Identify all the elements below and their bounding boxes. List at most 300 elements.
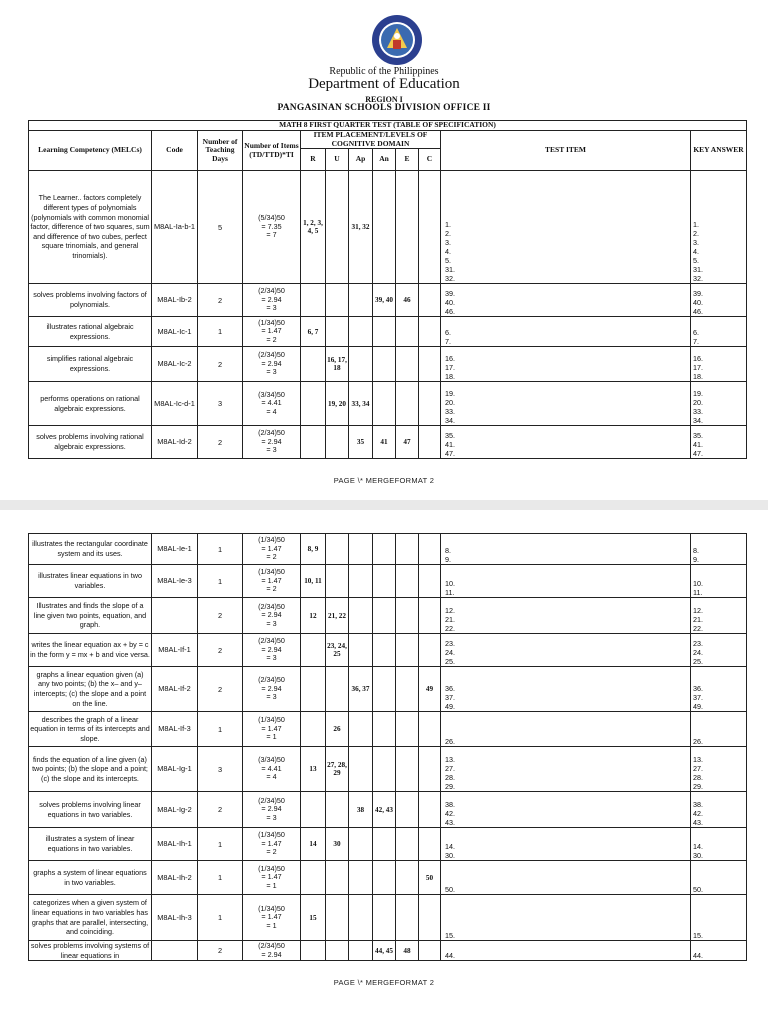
region-line: REGION I bbox=[365, 95, 403, 104]
items-cell bbox=[243, 598, 301, 634]
level-u-cell bbox=[326, 534, 349, 565]
test-item-cell bbox=[441, 941, 691, 961]
key-answer-number: 34. bbox=[693, 416, 703, 425]
level-r-cell: 14 bbox=[301, 828, 326, 861]
test-item-number: 49. bbox=[445, 702, 455, 711]
level-u-cell bbox=[326, 426, 349, 459]
level-e-cell bbox=[396, 347, 419, 382]
items-cell bbox=[243, 347, 301, 382]
level-e-cell: 47 bbox=[396, 426, 419, 459]
level-e-cell bbox=[396, 861, 419, 895]
code-cell: M8AL-Id-2 bbox=[152, 426, 198, 459]
competency-cell: categorizes when a given system of linear equations in two variables has graphs that are parallel, intersecting, and coinciding. bbox=[29, 895, 152, 941]
key-answer-number: 11. bbox=[693, 588, 703, 597]
key-answer-number: 39. bbox=[693, 289, 703, 298]
level-ap-cell bbox=[349, 534, 373, 565]
level-e-cell bbox=[396, 792, 419, 828]
level-r-cell bbox=[301, 861, 326, 895]
items-cell bbox=[243, 712, 301, 747]
level-an-cell bbox=[373, 895, 396, 941]
level-ap-cell bbox=[349, 565, 373, 598]
test-item-cell bbox=[441, 565, 691, 598]
test-item-cell bbox=[441, 347, 691, 382]
test-item-cell bbox=[441, 634, 691, 667]
level-e-cell bbox=[396, 317, 419, 347]
items-line: (2/34)50 bbox=[258, 795, 285, 805]
level-ap-cell: 36, 37 bbox=[349, 667, 373, 712]
days-cell: 2 bbox=[198, 634, 243, 667]
competency-cell: simplifies rational algebraic expressions. bbox=[29, 347, 152, 382]
key-answer-number: 14. bbox=[693, 842, 703, 851]
level-an-cell bbox=[373, 667, 396, 712]
level-u-cell bbox=[326, 667, 349, 712]
key-answer-number: 40. bbox=[693, 298, 703, 307]
test-item-number: 15. bbox=[445, 931, 455, 940]
items-line: = 1.47 bbox=[261, 575, 282, 585]
items-line: = 7 bbox=[266, 230, 277, 240]
table-row bbox=[29, 347, 747, 382]
key-answer-number: 22. bbox=[693, 624, 703, 633]
days-cell: 2 bbox=[198, 667, 243, 712]
items-line: (1/34)50 bbox=[258, 830, 285, 840]
code-cell bbox=[152, 598, 198, 634]
items-line: = 2 bbox=[266, 552, 277, 562]
level-e-cell bbox=[396, 895, 419, 941]
test-item-cell bbox=[441, 828, 691, 861]
test-item-number: 9. bbox=[445, 555, 451, 564]
key-answer-number: 4. bbox=[693, 247, 699, 256]
items-line: = 2 bbox=[266, 584, 277, 594]
key-answer-number: 12. bbox=[693, 606, 703, 615]
test-item-number: 27. bbox=[445, 764, 455, 773]
key-answer-number: 7. bbox=[693, 337, 699, 346]
days-cell: 1 bbox=[198, 565, 243, 598]
test-item-number: 12. bbox=[445, 606, 455, 615]
key-answer-number: 35. bbox=[693, 431, 703, 440]
key-answer-number: 36. bbox=[693, 684, 703, 693]
key-answer-number: 19. bbox=[693, 389, 703, 398]
level-e-cell bbox=[396, 712, 419, 747]
level-u-cell: 21, 22 bbox=[326, 598, 349, 634]
test-item-number: 11. bbox=[445, 588, 455, 597]
code-cell bbox=[152, 941, 198, 961]
level-r-cell bbox=[301, 941, 326, 961]
days-cell: 2 bbox=[198, 347, 243, 382]
key-answer-cell bbox=[691, 598, 747, 634]
level-e-cell: 46 bbox=[396, 284, 419, 317]
items-line: = 1.47 bbox=[261, 838, 282, 848]
level-e-cell bbox=[396, 828, 419, 861]
items-line: = 1 bbox=[266, 732, 277, 742]
level-c-cell bbox=[419, 747, 441, 792]
days-cell: 2 bbox=[198, 792, 243, 828]
level-c-cell bbox=[419, 347, 441, 382]
level-an-cell bbox=[373, 171, 396, 284]
test-item-number: 23. bbox=[445, 639, 455, 648]
level-r-cell: 8, 9 bbox=[301, 534, 326, 565]
competency-cell: illustrates linear equations in two variables. bbox=[29, 565, 152, 598]
items-cell bbox=[243, 941, 301, 961]
test-item-number: 47. bbox=[445, 449, 455, 458]
competency-cell: illustrates the rectangular coordinate system and its uses. bbox=[29, 534, 152, 565]
code-cell: M8AL-Ih-3 bbox=[152, 895, 198, 941]
test-item-cell bbox=[441, 534, 691, 565]
items-line: (2/34)50 bbox=[258, 286, 285, 296]
key-answer-number: 10. bbox=[693, 579, 703, 588]
test-item-number: 36. bbox=[445, 684, 455, 693]
test-item-cell bbox=[441, 317, 691, 347]
test-item-number: 6. bbox=[445, 328, 451, 337]
level-an-cell bbox=[373, 565, 396, 598]
items-line: (2/34)50 bbox=[258, 675, 285, 685]
table-row bbox=[29, 565, 747, 598]
days-cell: 3 bbox=[198, 747, 243, 792]
level-an-cell: 42, 43 bbox=[373, 792, 396, 828]
level-c-cell: 49 bbox=[419, 667, 441, 712]
code-cell: M8AL-Ib-2 bbox=[152, 284, 198, 317]
level-ap-cell bbox=[349, 712, 373, 747]
level-c-cell bbox=[419, 317, 441, 347]
key-answer-cell bbox=[691, 712, 747, 747]
level-u-cell: 19, 20 bbox=[326, 382, 349, 426]
items-cell bbox=[243, 426, 301, 459]
test-item-number: 16. bbox=[445, 354, 455, 363]
test-item-number: 43. bbox=[445, 818, 455, 827]
key-answer-cell bbox=[691, 382, 747, 426]
test-item-cell bbox=[441, 712, 691, 747]
table-row bbox=[29, 747, 747, 792]
level-e-cell bbox=[396, 634, 419, 667]
items-line: = 2.94 bbox=[261, 436, 282, 446]
level-an-cell: 44, 45 bbox=[373, 941, 396, 961]
items-line: = 2 bbox=[266, 334, 277, 344]
level-ap-cell bbox=[349, 895, 373, 941]
test-item-cell bbox=[441, 426, 691, 459]
items-line: = 4 bbox=[266, 772, 277, 782]
items-line: (1/34)50 bbox=[258, 863, 285, 873]
items-line: (3/34)50 bbox=[258, 755, 285, 765]
items-line: (1/34)50 bbox=[258, 567, 285, 577]
test-item-number: 18. bbox=[445, 372, 455, 381]
level-an-cell bbox=[373, 712, 396, 747]
code-cell: M8AL-Ia-b-1 bbox=[152, 171, 198, 284]
key-answer-number: 49. bbox=[693, 702, 703, 711]
test-item-number: 20. bbox=[445, 398, 455, 407]
level-r-cell bbox=[301, 667, 326, 712]
items-line: = 3 bbox=[266, 692, 277, 702]
col-key-answer: KEY ANSWER bbox=[691, 131, 747, 171]
items-cell bbox=[243, 534, 301, 565]
competency-cell: illustrates a system of linear equations in two variables. bbox=[29, 828, 152, 861]
key-answer-number: 27. bbox=[693, 764, 703, 773]
test-item-number: 8. bbox=[445, 546, 451, 555]
table-row bbox=[29, 712, 747, 747]
key-answer-number: 1. bbox=[693, 220, 699, 229]
table-row bbox=[29, 861, 747, 895]
key-answer-number: 50. bbox=[693, 885, 703, 894]
key-answer-number: 32. bbox=[693, 274, 703, 283]
level-c-cell bbox=[419, 171, 441, 284]
level-an-cell bbox=[373, 747, 396, 792]
republic-line: Republic of the Philippines bbox=[329, 66, 439, 77]
code-cell: M8AL-Ih-1 bbox=[152, 828, 198, 861]
key-answer-number: 26. bbox=[693, 737, 703, 746]
level-c-cell bbox=[419, 284, 441, 317]
days-cell: 1 bbox=[198, 712, 243, 747]
test-item-cell bbox=[441, 747, 691, 792]
test-item-number: 4. bbox=[445, 247, 451, 256]
level-ap-cell bbox=[349, 941, 373, 961]
competency-cell: solves problems involving linear equations in two variables. bbox=[29, 792, 152, 828]
items-cell bbox=[243, 634, 301, 667]
key-answer-cell bbox=[691, 284, 747, 317]
level-u-cell bbox=[326, 171, 349, 284]
table-row bbox=[29, 941, 747, 961]
key-answer-number: 29. bbox=[693, 782, 703, 791]
level-r-cell: 12 bbox=[301, 598, 326, 634]
key-answer-cell bbox=[691, 426, 747, 459]
level-u: U bbox=[326, 149, 349, 171]
table-row bbox=[29, 598, 747, 634]
competency-cell: Illustrates and finds the slope of a line given two points, equation, and graph. bbox=[29, 598, 152, 634]
level-c-cell bbox=[419, 634, 441, 667]
test-item-number: 21. bbox=[445, 615, 455, 624]
items-line: (1/34)50 bbox=[258, 903, 285, 913]
key-answer-cell bbox=[691, 747, 747, 792]
level-ap-cell bbox=[349, 747, 373, 792]
items-line: = 1.47 bbox=[261, 912, 282, 922]
level-an-cell bbox=[373, 317, 396, 347]
test-item-number: 26. bbox=[445, 737, 455, 746]
key-answer-number: 24. bbox=[693, 648, 703, 657]
test-item-number: 31. bbox=[445, 265, 455, 274]
test-item-number: 35. bbox=[445, 431, 455, 440]
items-cell bbox=[243, 895, 301, 941]
level-e-cell bbox=[396, 565, 419, 598]
page-footer: PAGE \* MERGEFORMAT 2 bbox=[333, 476, 435, 485]
items-line: = 3 bbox=[266, 812, 277, 822]
test-title: MATH 8 FIRST QUARTER TEST (TABLE OF SPECIFICATION) bbox=[29, 121, 747, 131]
test-item-number: 40. bbox=[445, 298, 455, 307]
days-cell: 2 bbox=[198, 598, 243, 634]
document-page-1 bbox=[0, 0, 768, 500]
competency-cell: solves problems involving systems of linear equations in bbox=[29, 941, 152, 961]
items-line: = 2.94 bbox=[261, 949, 282, 959]
code-cell: M8AL-Ig-2 bbox=[152, 792, 198, 828]
test-item-number: 7. bbox=[445, 337, 451, 346]
key-answer-number: 28. bbox=[693, 773, 703, 782]
items-line: = 1.47 bbox=[261, 326, 282, 336]
key-answer-number: 6. bbox=[693, 328, 699, 337]
key-answer-cell bbox=[691, 534, 747, 565]
competency-cell: solves problems involving factors of polynomials. bbox=[29, 284, 152, 317]
table-row bbox=[29, 895, 747, 941]
items-line: = 2.94 bbox=[261, 610, 282, 620]
level-u-cell: 27, 28, 29 bbox=[326, 747, 349, 792]
items-line: = 1 bbox=[266, 920, 277, 930]
level-an: An bbox=[373, 149, 396, 171]
code-cell: M8AL-Ic-2 bbox=[152, 347, 198, 382]
level-e-cell bbox=[396, 382, 419, 426]
level-c-cell bbox=[419, 712, 441, 747]
table-row bbox=[29, 382, 747, 426]
table-row bbox=[29, 534, 747, 565]
items-line: = 3 bbox=[266, 445, 277, 455]
level-r-cell bbox=[301, 426, 326, 459]
items-cell bbox=[243, 792, 301, 828]
level-u-cell bbox=[326, 895, 349, 941]
days-cell: 3 bbox=[198, 382, 243, 426]
key-answer-number: 13. bbox=[693, 755, 703, 764]
key-answer-number: 15. bbox=[693, 931, 703, 940]
key-answer-cell bbox=[691, 941, 747, 961]
level-ap-cell bbox=[349, 284, 373, 317]
items-line: = 1.47 bbox=[261, 872, 282, 882]
items-line: (1/34)50 bbox=[258, 535, 285, 545]
test-item-number: 39. bbox=[445, 289, 455, 298]
items-line: = 3 bbox=[266, 367, 277, 377]
key-answer-cell bbox=[691, 347, 747, 382]
items-line: = 4.41 bbox=[261, 763, 282, 773]
items-line: = 2.94 bbox=[261, 804, 282, 814]
test-item-number: 42. bbox=[445, 809, 455, 818]
items-line: = 1.47 bbox=[261, 543, 282, 553]
level-ap-cell: 35 bbox=[349, 426, 373, 459]
days-cell: 1 bbox=[198, 895, 243, 941]
level-r-cell bbox=[301, 347, 326, 382]
deped-seal-logo bbox=[371, 14, 423, 66]
table-row bbox=[29, 426, 747, 459]
level-ap-cell bbox=[349, 347, 373, 382]
key-answer-number: 18. bbox=[693, 372, 703, 381]
level-r-cell: 10, 11 bbox=[301, 565, 326, 598]
items-line: (2/34)50 bbox=[258, 350, 285, 360]
items-cell bbox=[243, 667, 301, 712]
items-line: = 3 bbox=[266, 618, 277, 628]
test-item-number: 3. bbox=[445, 238, 451, 247]
items-line: = 2.94 bbox=[261, 294, 282, 304]
level-u-cell bbox=[326, 317, 349, 347]
level-c-cell bbox=[419, 565, 441, 598]
level-c-cell bbox=[419, 426, 441, 459]
key-answer-number: 46. bbox=[693, 307, 703, 316]
key-answer-number: 37. bbox=[693, 693, 703, 702]
items-line: = 3 bbox=[266, 653, 277, 663]
level-r-cell: 15 bbox=[301, 895, 326, 941]
level-ap-cell: 33, 34 bbox=[349, 382, 373, 426]
test-item-number: 28. bbox=[445, 773, 455, 782]
col-competency: Learning Competency (MELCs) bbox=[29, 131, 152, 171]
items-line: (1/34)50 bbox=[258, 317, 285, 327]
key-answer-cell bbox=[691, 317, 747, 347]
page-footer: PAGE \* MERGEFORMAT 2 bbox=[333, 978, 435, 987]
level-u-cell: 16, 17, 18 bbox=[326, 347, 349, 382]
test-item-cell bbox=[441, 667, 691, 712]
level-r: R bbox=[301, 149, 326, 171]
level-an-cell bbox=[373, 828, 396, 861]
competency-cell: solves problems involving rational algebraic expressions. bbox=[29, 426, 152, 459]
competency-cell: graphs a linear equation given (a) any two points; (b) the x– and y– intercepts; (c) the slope and a point on the line. bbox=[29, 667, 152, 712]
test-item-number: 13. bbox=[445, 755, 455, 764]
items-line: = 2.94 bbox=[261, 683, 282, 693]
key-answer-number: 23. bbox=[693, 639, 703, 648]
items-cell bbox=[243, 171, 301, 284]
level-an-cell bbox=[373, 534, 396, 565]
key-answer-cell bbox=[691, 565, 747, 598]
items-line: (2/34)50 bbox=[258, 601, 285, 611]
department-title: Department of Education bbox=[308, 76, 460, 92]
items-cell bbox=[243, 828, 301, 861]
level-r-cell: 6, 7 bbox=[301, 317, 326, 347]
col-test-item: TEST ITEM bbox=[441, 131, 691, 171]
key-answer-number: 5. bbox=[693, 256, 699, 265]
key-answer-cell bbox=[691, 667, 747, 712]
key-answer-number: 16. bbox=[693, 354, 703, 363]
table-row bbox=[29, 317, 747, 347]
level-an-cell: 39, 40 bbox=[373, 284, 396, 317]
key-answer-number: 3. bbox=[693, 238, 699, 247]
level-e-cell bbox=[396, 598, 419, 634]
level-an-cell: 41 bbox=[373, 426, 396, 459]
key-answer-number: 21. bbox=[693, 615, 703, 624]
level-r-cell: 1, 2, 3, 4, 5 bbox=[301, 171, 326, 284]
level-e-cell bbox=[396, 747, 419, 792]
test-item-number: 5. bbox=[445, 256, 451, 265]
competency-cell: describes the graph of a linear equation in terms of its intercepts and slope. bbox=[29, 712, 152, 747]
level-c-cell bbox=[419, 534, 441, 565]
items-line: = 1.47 bbox=[261, 723, 282, 733]
key-answer-cell bbox=[691, 792, 747, 828]
key-answer-number: 38. bbox=[693, 800, 703, 809]
key-answer-cell bbox=[691, 861, 747, 895]
test-item-number: 24. bbox=[445, 648, 455, 657]
level-u-cell: 30 bbox=[326, 828, 349, 861]
table-row bbox=[29, 792, 747, 828]
test-item-number: 22. bbox=[445, 624, 455, 633]
code-cell: M8AL-Ic-d-1 bbox=[152, 382, 198, 426]
test-item-cell bbox=[441, 284, 691, 317]
key-answer-cell bbox=[691, 171, 747, 284]
test-item-number: 37. bbox=[445, 693, 455, 702]
code-cell: M8AL-Ie-1 bbox=[152, 534, 198, 565]
key-answer-number: 33. bbox=[693, 407, 703, 416]
level-u-cell bbox=[326, 861, 349, 895]
competency-cell: finds the equation of a line given (a) two points; (b) the slope and a point; (c) the slope and its intercepts. bbox=[29, 747, 152, 792]
level-ap-cell bbox=[349, 317, 373, 347]
competency-cell: performs operations on rational algebraic expressions. bbox=[29, 382, 152, 426]
key-answer-number: 31. bbox=[693, 265, 703, 274]
key-answer-number: 42. bbox=[693, 809, 703, 818]
items-cell bbox=[243, 284, 301, 317]
key-answer-number: 44. bbox=[693, 951, 703, 961]
days-cell: 5 bbox=[198, 171, 243, 284]
key-answer-cell bbox=[691, 895, 747, 941]
code-cell: M8AL-Ig-1 bbox=[152, 747, 198, 792]
level-c-cell: 50 bbox=[419, 861, 441, 895]
items-cell bbox=[243, 861, 301, 895]
days-cell: 1 bbox=[198, 861, 243, 895]
level-e-cell bbox=[396, 667, 419, 712]
key-answer-cell bbox=[691, 828, 747, 861]
key-answer-number: 17. bbox=[693, 363, 703, 372]
test-item-cell bbox=[441, 895, 691, 941]
code-cell: M8AL-If-2 bbox=[152, 667, 198, 712]
level-r-cell bbox=[301, 382, 326, 426]
table-row bbox=[29, 284, 747, 317]
level-c-cell bbox=[419, 895, 441, 941]
test-item-number: 41. bbox=[445, 440, 455, 449]
test-item-number: 17. bbox=[445, 363, 455, 372]
